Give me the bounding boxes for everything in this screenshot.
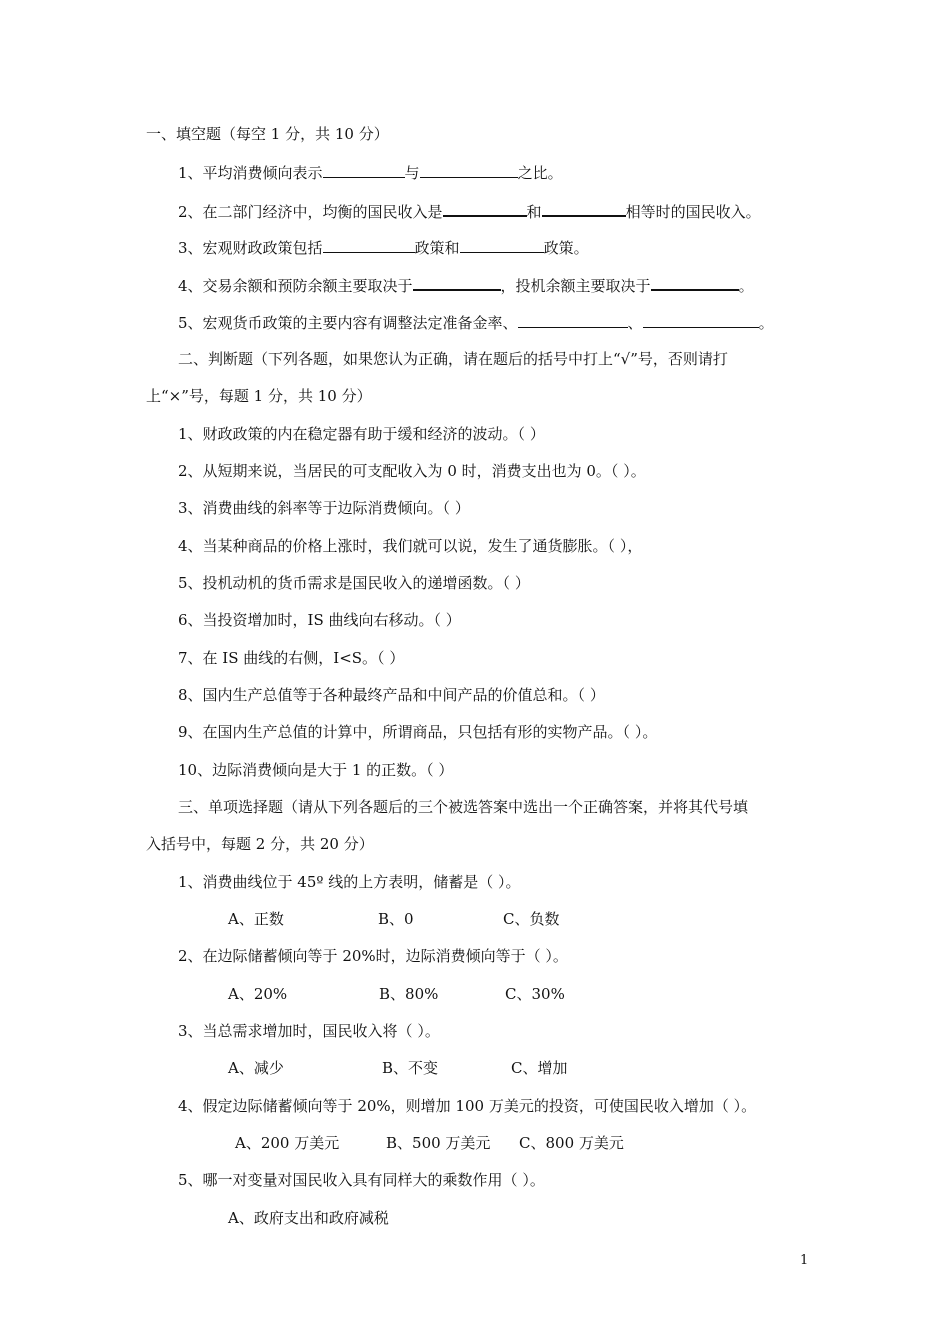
answer-blank[interactable] <box>323 237 415 253</box>
choice-question-3: 3、当总需求增加时，国民收入将（ ）。 <box>178 1022 440 1040</box>
fill-q2-text-c: 相等时的国民收入。 <box>625 203 761 221</box>
answer-blank[interactable] <box>443 200 527 217</box>
fill-q2-text-b: 和 <box>526 203 542 221</box>
choice-option-a: A、减少 <box>228 1059 284 1077</box>
section-heading-choice-cont: 入括号中，每题 2 分，共 20 分） <box>146 835 374 853</box>
fill-q2-text-a: 2、在二部门经济中，均衡的国民收入是 <box>178 203 443 221</box>
answer-blank[interactable] <box>542 200 626 217</box>
choice-option-c: C、800 万美元 <box>519 1134 624 1152</box>
fill-q1-text-a: 1、平均消费倾向表示 <box>178 164 323 182</box>
answer-blank[interactable] <box>460 237 544 253</box>
fill-q1-text-c: 之比。 <box>517 164 563 182</box>
choice-question-4: 4、假定边际储蓄倾向等于 20%，则增加 100 万美元的投资，可使国民收入增加（ ）。 <box>178 1097 757 1115</box>
judge-item: 2、从短期来说，当居民的可支配收入为 0 时，消费支出也为 0。（ ）。 <box>178 462 646 480</box>
choice-option-a: A、20% <box>228 985 288 1003</box>
fill-q5-text-a: 5、宏观货币政策的主要内容有调整法定准备金率、 <box>178 314 518 332</box>
page-number: 1 <box>800 1253 809 1268</box>
fill-q4-text-b: ，投机余额主要取决于 <box>500 277 651 295</box>
choice-option-b: B、不变 <box>382 1059 439 1077</box>
choice-option-c: C、负数 <box>503 910 560 928</box>
judge-item: 9、在国内生产总值的计算中，所谓商品，只包括有形的实物产品。（ ）。 <box>178 723 658 741</box>
choice-question-5: 5、哪一对变量对国民收入具有同样大的乘数作用（ ）。 <box>178 1171 545 1189</box>
answer-blank[interactable] <box>643 312 759 328</box>
section-heading-choice: 三、单项选择题（请从下列各题后的三个被选答案中选出一个正确答案，并将其代号填 <box>178 798 749 816</box>
fill-question-3 <box>0 237 950 258</box>
fill-q3-text-b: 政策和 <box>414 239 460 257</box>
choice-option-c: C、增加 <box>511 1059 568 1077</box>
choice-option-a: A、政府支出和政府减税 <box>228 1209 389 1227</box>
answer-blank[interactable] <box>518 312 628 328</box>
answer-blank[interactable] <box>323 162 405 178</box>
choice-question-1: 1、消费曲线位于 45º 线的上方表明，储蓄是（ ）。 <box>178 873 521 891</box>
answer-blank[interactable] <box>651 274 739 291</box>
fill-q4-text-c: 。 <box>738 277 754 295</box>
section-heading-judge-cont: 上“×”号，每题 1 分，共 10 分） <box>146 387 372 405</box>
choice-option-b: B、80% <box>379 985 439 1003</box>
choice-option-b: B、0 <box>378 910 414 928</box>
fill-question-5 <box>0 312 950 333</box>
fill-question-2 <box>0 200 950 222</box>
choice-option-b: B、500 万美元 <box>386 1134 491 1152</box>
answer-blank[interactable] <box>413 274 501 291</box>
section-heading-fill: 一、填空题（每空 1 分，共 10 分） <box>146 125 389 143</box>
fill-q5-text-b: 、 <box>627 314 643 332</box>
answer-blank[interactable] <box>420 162 518 178</box>
choice-question-2: 2、在边际储蓄倾向等于 20%时，边际消费倾向等于（ ）。 <box>178 947 568 965</box>
judge-item: 8、国内生产总值等于各种最终产品和中间产品的价值总和。（ ） <box>178 686 605 704</box>
judge-item: 3、消费曲线的斜率等于边际消费倾向。（ ） <box>178 499 470 517</box>
fill-q5-text-c: 。 <box>758 314 774 332</box>
section-heading-judge: 二、判断题（下列各题，如果您认为正确，请在题后的括号中打上“√”号，否则请打 <box>178 350 728 368</box>
judge-item: 6、当投资增加时，IS 曲线向右移动。（ ） <box>178 611 461 629</box>
judge-item: 5、投机动机的货币需求是国民收入的递增函数。（ ） <box>178 574 530 592</box>
fill-question-4 <box>0 274 950 296</box>
fill-question-1 <box>0 162 950 183</box>
fill-q4-text-a: 4、交易余额和预防余额主要取决于 <box>178 277 413 295</box>
choice-option-a: A、正数 <box>228 910 284 928</box>
fill-q3-text-c: 政策。 <box>543 239 589 257</box>
judge-item: 4、当某种商品的价格上涨时，我们就可以说，发生了通货膨胀。（ ）， <box>178 537 643 555</box>
fill-q1-text-b: 与 <box>404 164 420 182</box>
judge-item: 1、财政政策的内在稳定器有助于缓和经济的波动。（ ） <box>178 425 545 443</box>
judge-item: 7、在 IS 曲线的右侧，I<S。（ ） <box>178 649 405 667</box>
choice-option-a: A、200 万美元 <box>235 1134 340 1152</box>
judge-item: 10、边际消费倾向是大于 1 的正数。（ ） <box>178 761 454 779</box>
fill-q3-text-a: 3、宏观财政政策包括 <box>178 239 323 257</box>
choice-option-c: C、30% <box>505 985 565 1003</box>
